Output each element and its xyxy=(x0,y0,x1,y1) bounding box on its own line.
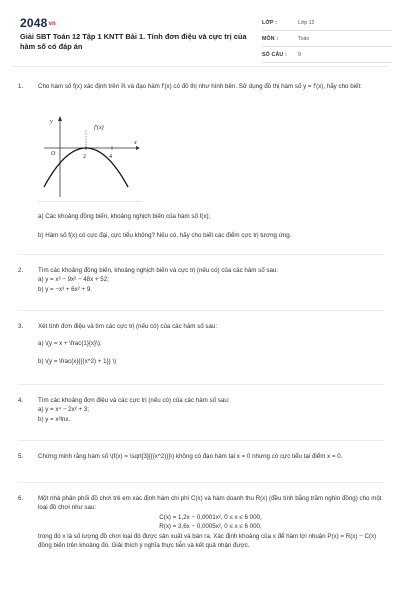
cost-formula: C(x) = 1,2x − 0,0001x², 0 ≤ x ≤ 6 000, xyxy=(159,513,262,521)
meta-value: 9 xyxy=(298,52,301,58)
problem-text: Tìm các khoảng đồng biến, khoảng nghịch biến và cực trị (nếu có) của các hàm số sau: xyxy=(38,267,279,274)
logo-text: 2048 xyxy=(20,16,48,30)
logo-suffix: vn xyxy=(48,21,56,27)
subpart-b: b) y = x²lnx. xyxy=(38,415,71,423)
meta-label: SỐ CÂU : xyxy=(262,52,287,58)
problem-number: 6. xyxy=(18,495,24,502)
subpart-a: a) y = x⁴ − 2x² + 3; xyxy=(38,406,89,414)
problem-text: Xét tính đơn điệu và tìm các cực trị (nếu có) của các hàm số sau: xyxy=(38,323,218,330)
divider xyxy=(18,482,384,483)
problem-number: 4. xyxy=(18,397,24,404)
meta-row-class xyxy=(262,18,392,31)
document-title: Giải SBT Toán 12 Tập 1 KNTT Bài 1. Tính đơn điệu và cực trị của hàm số có đáp án xyxy=(20,32,247,51)
meta-row-subject xyxy=(262,34,392,47)
graph-frame xyxy=(38,115,142,202)
tick-label-4: 4 xyxy=(109,154,112,160)
divider xyxy=(18,310,384,311)
origin-label: O xyxy=(51,151,56,157)
tick-label-2: 2 xyxy=(83,154,86,160)
subpart-b: b) \(y = \frac{x}{{(x^2) + 1}} \) xyxy=(38,357,117,365)
meta-label: MÔN : xyxy=(262,36,279,42)
subpart-b: b) y = −x³ + 6x² + 9. xyxy=(38,285,92,293)
meta-value: Lớp 12 xyxy=(298,20,315,26)
subpart-a: a) \(y = x + \frac{1}{x}\); xyxy=(38,340,102,348)
meta-label: LỚP : xyxy=(262,20,278,26)
problem-number: 1. xyxy=(18,83,24,90)
subpart-a: a) Các khoảng đồng biến, khoảng nghịch biến của hàm số f(x); xyxy=(38,213,211,220)
subpart-a: a) y = x³ − 9x² − 48x + 52; xyxy=(38,276,109,284)
x-label: x xyxy=(134,140,137,146)
problem-text: Một nhà phân phối đồ chơi trẻ em xác định hàm chi phí C(x) và hàm doanh thu R(x) (đều tính bằng trăm nghìn đồng) cho một loại đồ chơi như sau: xyxy=(38,495,382,512)
subpart-b: b) Hàm số f(x) có cực đại, cực tiểu không? Nếu có, hãy cho biết các điểm cực trị tương ứng. xyxy=(38,232,292,240)
problem-number: 5. xyxy=(18,453,24,460)
header-divider xyxy=(12,66,388,67)
revenue-formula: R(x) = 3,6x − 0,0005x², 0 ≤ x ≤ 6 000, xyxy=(159,523,262,531)
problem-tail: trong đó x là số lượng đồ chơi loại đó được sản xuất và bán ra. Xác định khoảng của x để hàm lợi nhuận P(x) = R(x) − C(x) đồng biến trên khoảng đó. Giải thích ý nghĩa thực tiễn và kết quả nhận được. xyxy=(38,532,377,550)
page-header xyxy=(12,10,388,62)
meta-info xyxy=(262,18,392,66)
site-logo[interactable] xyxy=(20,16,56,30)
problem-text: Tìm các khoảng đơn điệu và các cực trị (nếu có) của các hàm số sau: xyxy=(38,397,230,404)
curve-label: f'(x) xyxy=(94,125,104,131)
derivative-graph xyxy=(38,115,142,201)
divider xyxy=(18,384,384,385)
y-label: y xyxy=(50,119,53,125)
problem-number: 3. xyxy=(18,323,24,330)
divider xyxy=(18,254,384,255)
problem-text: Chứng minh rằng hàm số \(f(x) = \sqrt[3]{{(x^2)}}\) không có đạo hàm tại x = 0 nhưng có cực tiểu tại điểm x = 0. xyxy=(38,453,343,460)
problem-number: 2. xyxy=(18,267,24,274)
meta-row-count xyxy=(262,50,392,63)
problem-text: Cho hàm số f(x) xác định trên ℝ và đạo hàm f'(x) có đồ thị như hình bên. Sử dụng đồ thị hàm số y = f'(x), hãy cho biết: xyxy=(38,83,362,90)
divider xyxy=(18,440,384,441)
meta-value: Toán xyxy=(298,36,310,42)
